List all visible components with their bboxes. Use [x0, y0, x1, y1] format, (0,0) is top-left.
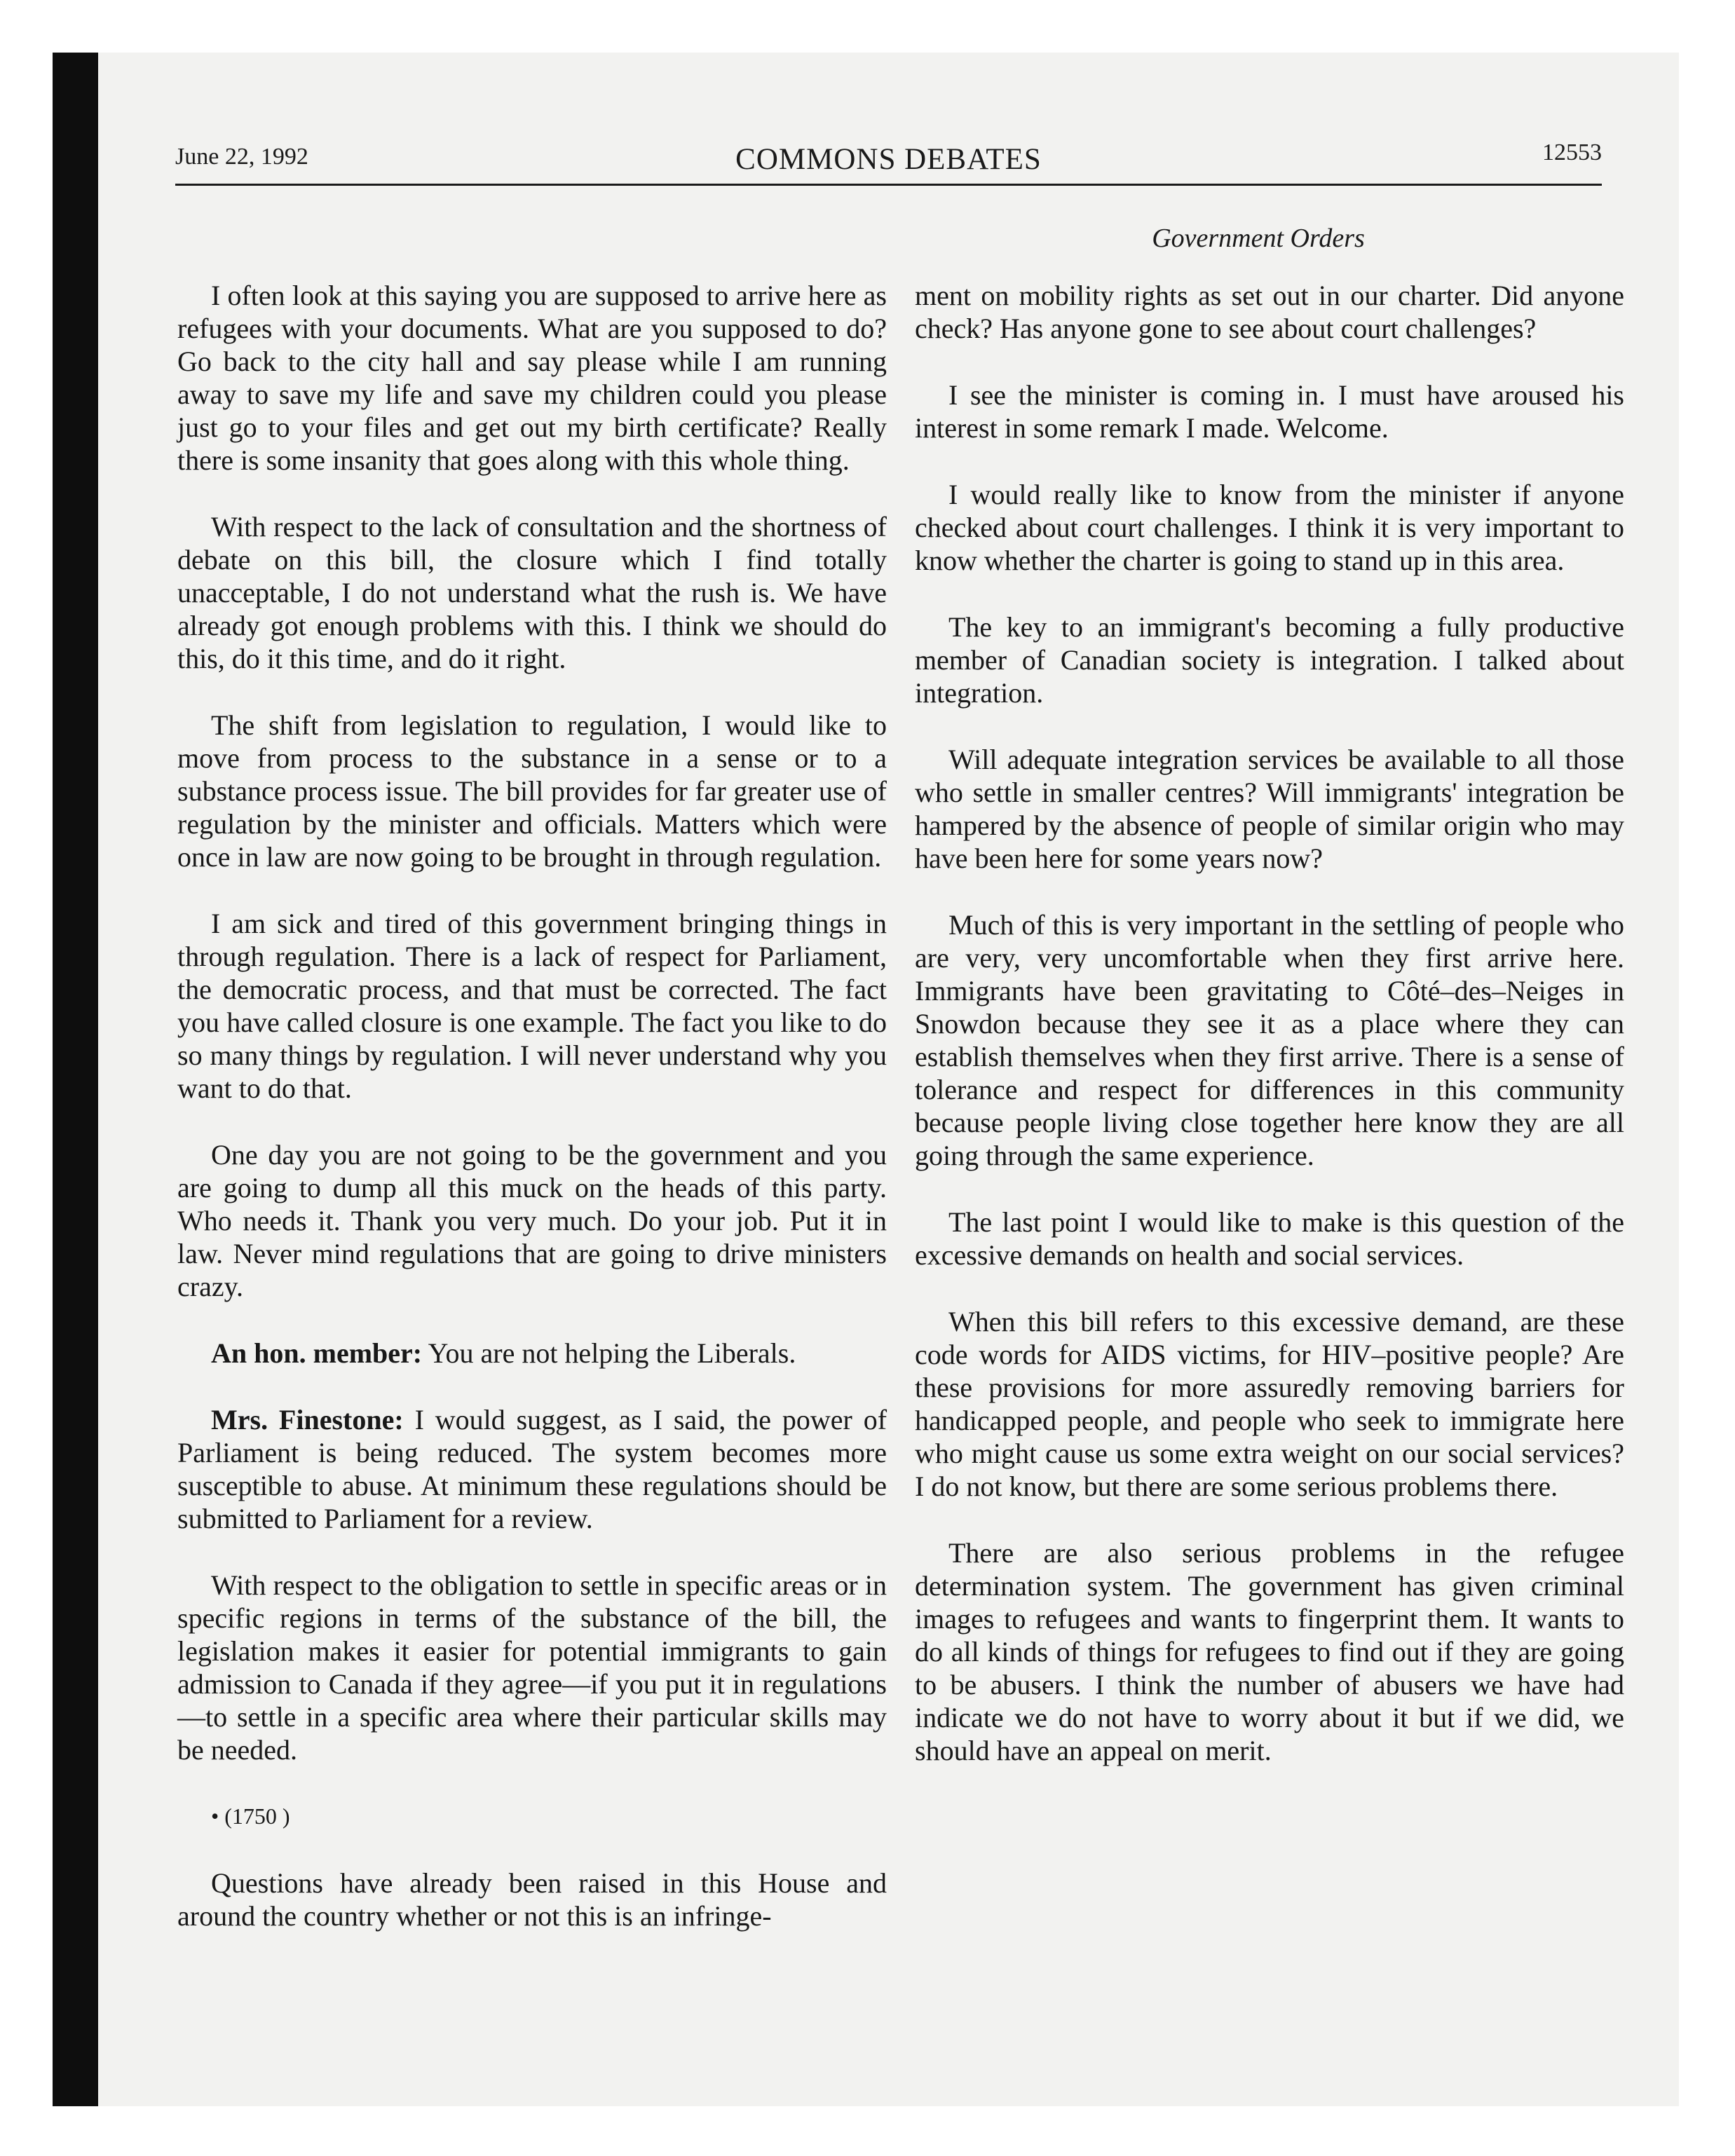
- left-column: [177, 279, 887, 1966]
- header-date: June 22, 1992: [175, 144, 308, 170]
- header-title: COMMONS DEBATES: [735, 143, 1042, 176]
- scan-edge-bar: [53, 53, 98, 2106]
- paragraph: Will adequate integration services be available to all those who settle in smaller centres? Will immigrants' integration be hampered by the absence of people of similar origin who may have been here for some years now?: [915, 744, 1624, 874]
- header-rule: [175, 184, 1602, 186]
- right-column: [915, 279, 1624, 1801]
- paragraph: I am sick and tired of this government bringing things in through regulation. There is a lack of respect for Parliament, the democratic process, and that must be corrected. The fact you have called closure is one example. The fact you like to do so many things by regulation. I will never understand why you want to do that.: [177, 908, 887, 1104]
- paragraph: When this bill refers to this excessive demand, are these code words for AIDS victims, for HIV–positive people? Are these provisions for more assuredly removing barriers for handicapped people, and people who seek to immigrate here who might cause us some extra weight on our social services? I do not know, but there are some serious problems there.: [915, 1306, 1624, 1502]
- paragraph: Questions have already been raised in this House and around the country whether or not this is an infringe-: [177, 1867, 887, 1932]
- timestamp: • (1750 ): [211, 1803, 290, 1829]
- paragraph: The shift from legislation to regulation, I would like to move from process to the substance in a sense or to a substance process issue. The bill provides for far greater use of regulation by the minister and officials. Matters which were once in law are now going to be brought in through regulation.: [177, 709, 887, 873]
- header-page-number: 12553: [1542, 139, 1602, 165]
- speech-text: You are not helping the Liberals.: [422, 1337, 796, 1369]
- page-header: [175, 139, 1602, 186]
- paragraph: The key to an immigrant's becoming a fully productive member of Canadian society is integration. I talked about integration.: [915, 611, 1624, 709]
- speech-text: I would suggest, as I said, the power of Parliament is being reduced. The system becomes more susceptible to abuse. At minimum these regulations should be submitted to Parliament for a review.: [177, 1404, 887, 1534]
- paragraph: With respect to the lack of consultation and the shortness of debate on this bill, the closure which I find totally unacceptable, I do not understand what the rush is. We have already got enough problems with this. I think we should do this, do it this time, and do it right.: [177, 511, 887, 674]
- paragraph: There are also serious problems in the refugee determination system. The government has given criminal images to refugees and wants to fingerprint them. It wants to do all kinds of things for refugees to find out if they are going to be abusers. I think the number of abusers we have had indicate we do not have to worry about it but if we did, we should have an appeal on merit.: [915, 1537, 1624, 1766]
- speaker-paragraph: [177, 1337, 887, 1370]
- paragraph: Much of this is very important in the settling of people who are very, very uncomfortable when they first arrive here. Immigrants have been gravitating to Côté–des–Neiges in Snowdon because they see it as a place where they can establish themselves when they first arrive. There is a sense of tolerance and respect for differences in this community because people living close together here know they are all going through the same experience.: [915, 909, 1624, 1171]
- paragraph: I see the minister is coming in. I must have aroused his interest in some remark I made. Welcome.: [915, 379, 1624, 444]
- speaker-paragraph: [177, 1403, 887, 1535]
- paragraph: ment on mobility rights as set out in our charter. Did anyone check? Has anyone gone to see about court challenges?: [915, 280, 1624, 344]
- speaker-name: An hon. member:: [211, 1337, 423, 1369]
- paragraph: I often look at this saying you are supposed to arrive here as refugees with your documents. What are you supposed to do? Go back to the city hall and say please while I am running away to save my life and save my children could you please just go to your files and get out my birth certificate? Really there is some insanity that goes along with this whole thing.: [177, 280, 887, 476]
- section-title: Government Orders: [1152, 224, 1365, 253]
- paragraph: With respect to the obligation to settle in specific areas or in specific regions in terms of the substance of the bill, the legislation makes it easier for potential immigrants to gain admission to Canada if they agree—if you put it in regulations—to settle in a specific area where their particular skills may be needed.: [177, 1569, 887, 1766]
- speaker-name: Mrs. Finestone:: [211, 1404, 404, 1435]
- paragraph: I would really like to know from the minister if anyone checked about court challenges. I think it is very important to know whether the charter is going to stand up in this area.: [915, 479, 1624, 576]
- paragraph: The last point I would like to make is this question of the excessive demands on health and social services.: [915, 1206, 1624, 1271]
- paragraph: One day you are not going to be the government and you are going to dump all this muck on the heads of this party. Who needs it. Thank you very much. Do your job. Put it in law. Never mind regulations that are going to drive ministers crazy.: [177, 1139, 887, 1302]
